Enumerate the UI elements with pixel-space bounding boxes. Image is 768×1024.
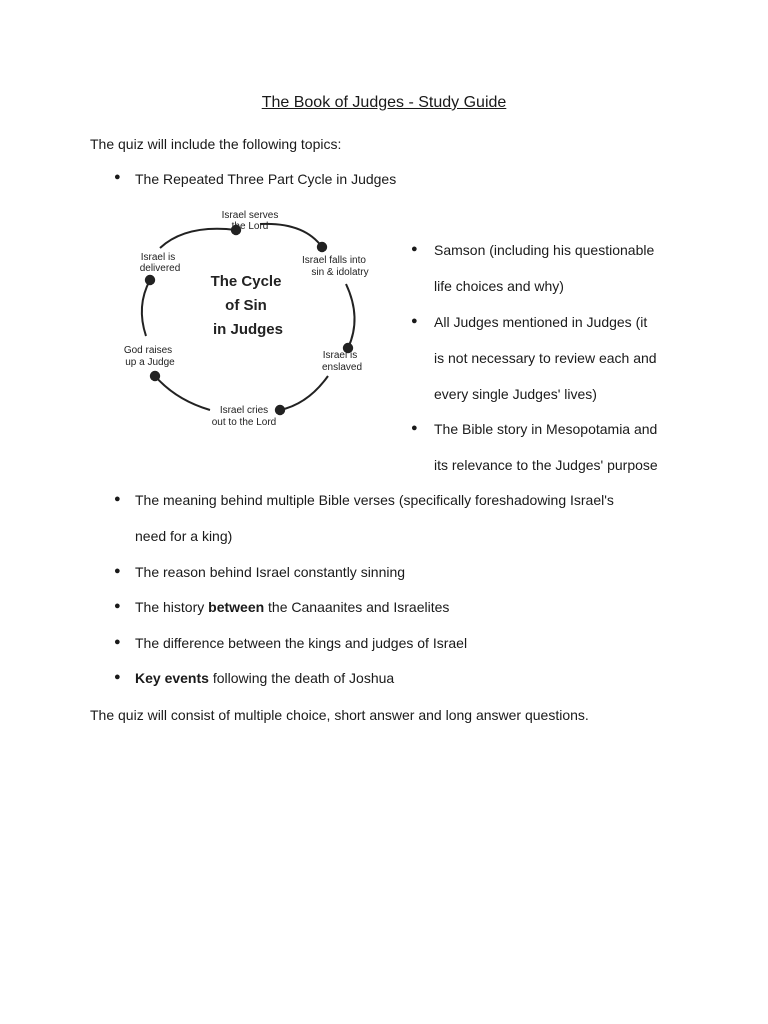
topic-line: The meaning behind multiple Bible verses (specifically foreshadowing Israel's bbox=[135, 492, 614, 508]
cycle-arc bbox=[346, 284, 355, 348]
diagram-center-line: of Sin bbox=[225, 297, 267, 314]
topic-all-judges bbox=[434, 304, 657, 412]
step-label: Israel is bbox=[140, 252, 176, 263]
step-label: Israel falls into bbox=[302, 255, 366, 266]
topic-text: following the death of Joshua bbox=[208, 670, 395, 686]
bullet-icon: ● bbox=[114, 671, 121, 683]
step-label: the Lord bbox=[231, 221, 269, 232]
topic-line: The Bible story in Mesopotamia and bbox=[434, 421, 658, 437]
bullet-icon: ● bbox=[114, 636, 121, 648]
topic-cycle: The Repeated Three Part Cycle in Judges bbox=[135, 171, 397, 187]
cycle-arc bbox=[280, 376, 328, 410]
topic-samson bbox=[434, 232, 654, 304]
diagram-center-line: in Judges bbox=[212, 321, 284, 338]
step-label: enslaved bbox=[321, 362, 363, 373]
step-label: delivered bbox=[139, 263, 181, 274]
step-label: up a Judge bbox=[125, 357, 175, 368]
intro-text: The quiz will include the following topics: bbox=[90, 136, 342, 152]
cycle-arc bbox=[142, 280, 150, 336]
step-label: sin & idolatry bbox=[311, 267, 369, 278]
topic-mesopotamia bbox=[434, 411, 658, 483]
topic-key-events bbox=[135, 660, 394, 696]
step-label: Israel serves bbox=[221, 210, 279, 221]
step-label: Israel is bbox=[322, 350, 358, 361]
step-label: Israel cries bbox=[219, 405, 269, 416]
outro-text: The quiz will consist of multiple choice, short answer and long answer questions. bbox=[90, 707, 589, 723]
topic-line: every single Judges' lives) bbox=[434, 386, 597, 402]
topic-bible-verses bbox=[135, 482, 614, 554]
bullet-icon: ● bbox=[114, 600, 121, 612]
topic-line: Samson (including his questionable bbox=[434, 242, 655, 258]
topic-line: All Judges mentioned in Judges (it bbox=[434, 314, 648, 330]
topic-line: is not necessary to review each and bbox=[434, 350, 657, 366]
page-title: The Book of Judges - Study Guide bbox=[261, 94, 507, 111]
topic-emphasis: Key events bbox=[135, 670, 209, 686]
cycle-of-sin-diagram bbox=[108, 200, 398, 440]
bullet-icon: ● bbox=[411, 315, 418, 327]
topic-constant-sinning: The reason behind Israel constantly sinning bbox=[135, 564, 406, 580]
bullet-icon: ● bbox=[411, 422, 418, 434]
cycle-arc bbox=[260, 224, 322, 247]
topic-emphasis: between bbox=[208, 599, 265, 615]
topic-line: need for a king) bbox=[135, 528, 233, 544]
bullet-icon: ● bbox=[114, 565, 121, 577]
step-label: God raises bbox=[123, 345, 173, 356]
topic-history bbox=[135, 589, 449, 625]
topic-line: life choices and why) bbox=[434, 278, 564, 294]
bullet-icon: ● bbox=[114, 493, 121, 505]
cycle-arc bbox=[155, 376, 210, 410]
bullet-icon: ● bbox=[114, 171, 121, 183]
bullet-icon: ● bbox=[411, 243, 418, 255]
step-label: out to the Lord bbox=[211, 417, 277, 428]
topic-line: its relevance to the Judges' purpose bbox=[434, 457, 658, 473]
topic-text: the Canaanites and Israelites bbox=[264, 599, 450, 615]
cycle-arc bbox=[160, 229, 236, 248]
topic-text: The history bbox=[135, 599, 209, 615]
diagram-center-line: The Cycle bbox=[210, 273, 282, 290]
topic-kings-judges: The difference between the kings and judges of Israel bbox=[135, 635, 468, 651]
